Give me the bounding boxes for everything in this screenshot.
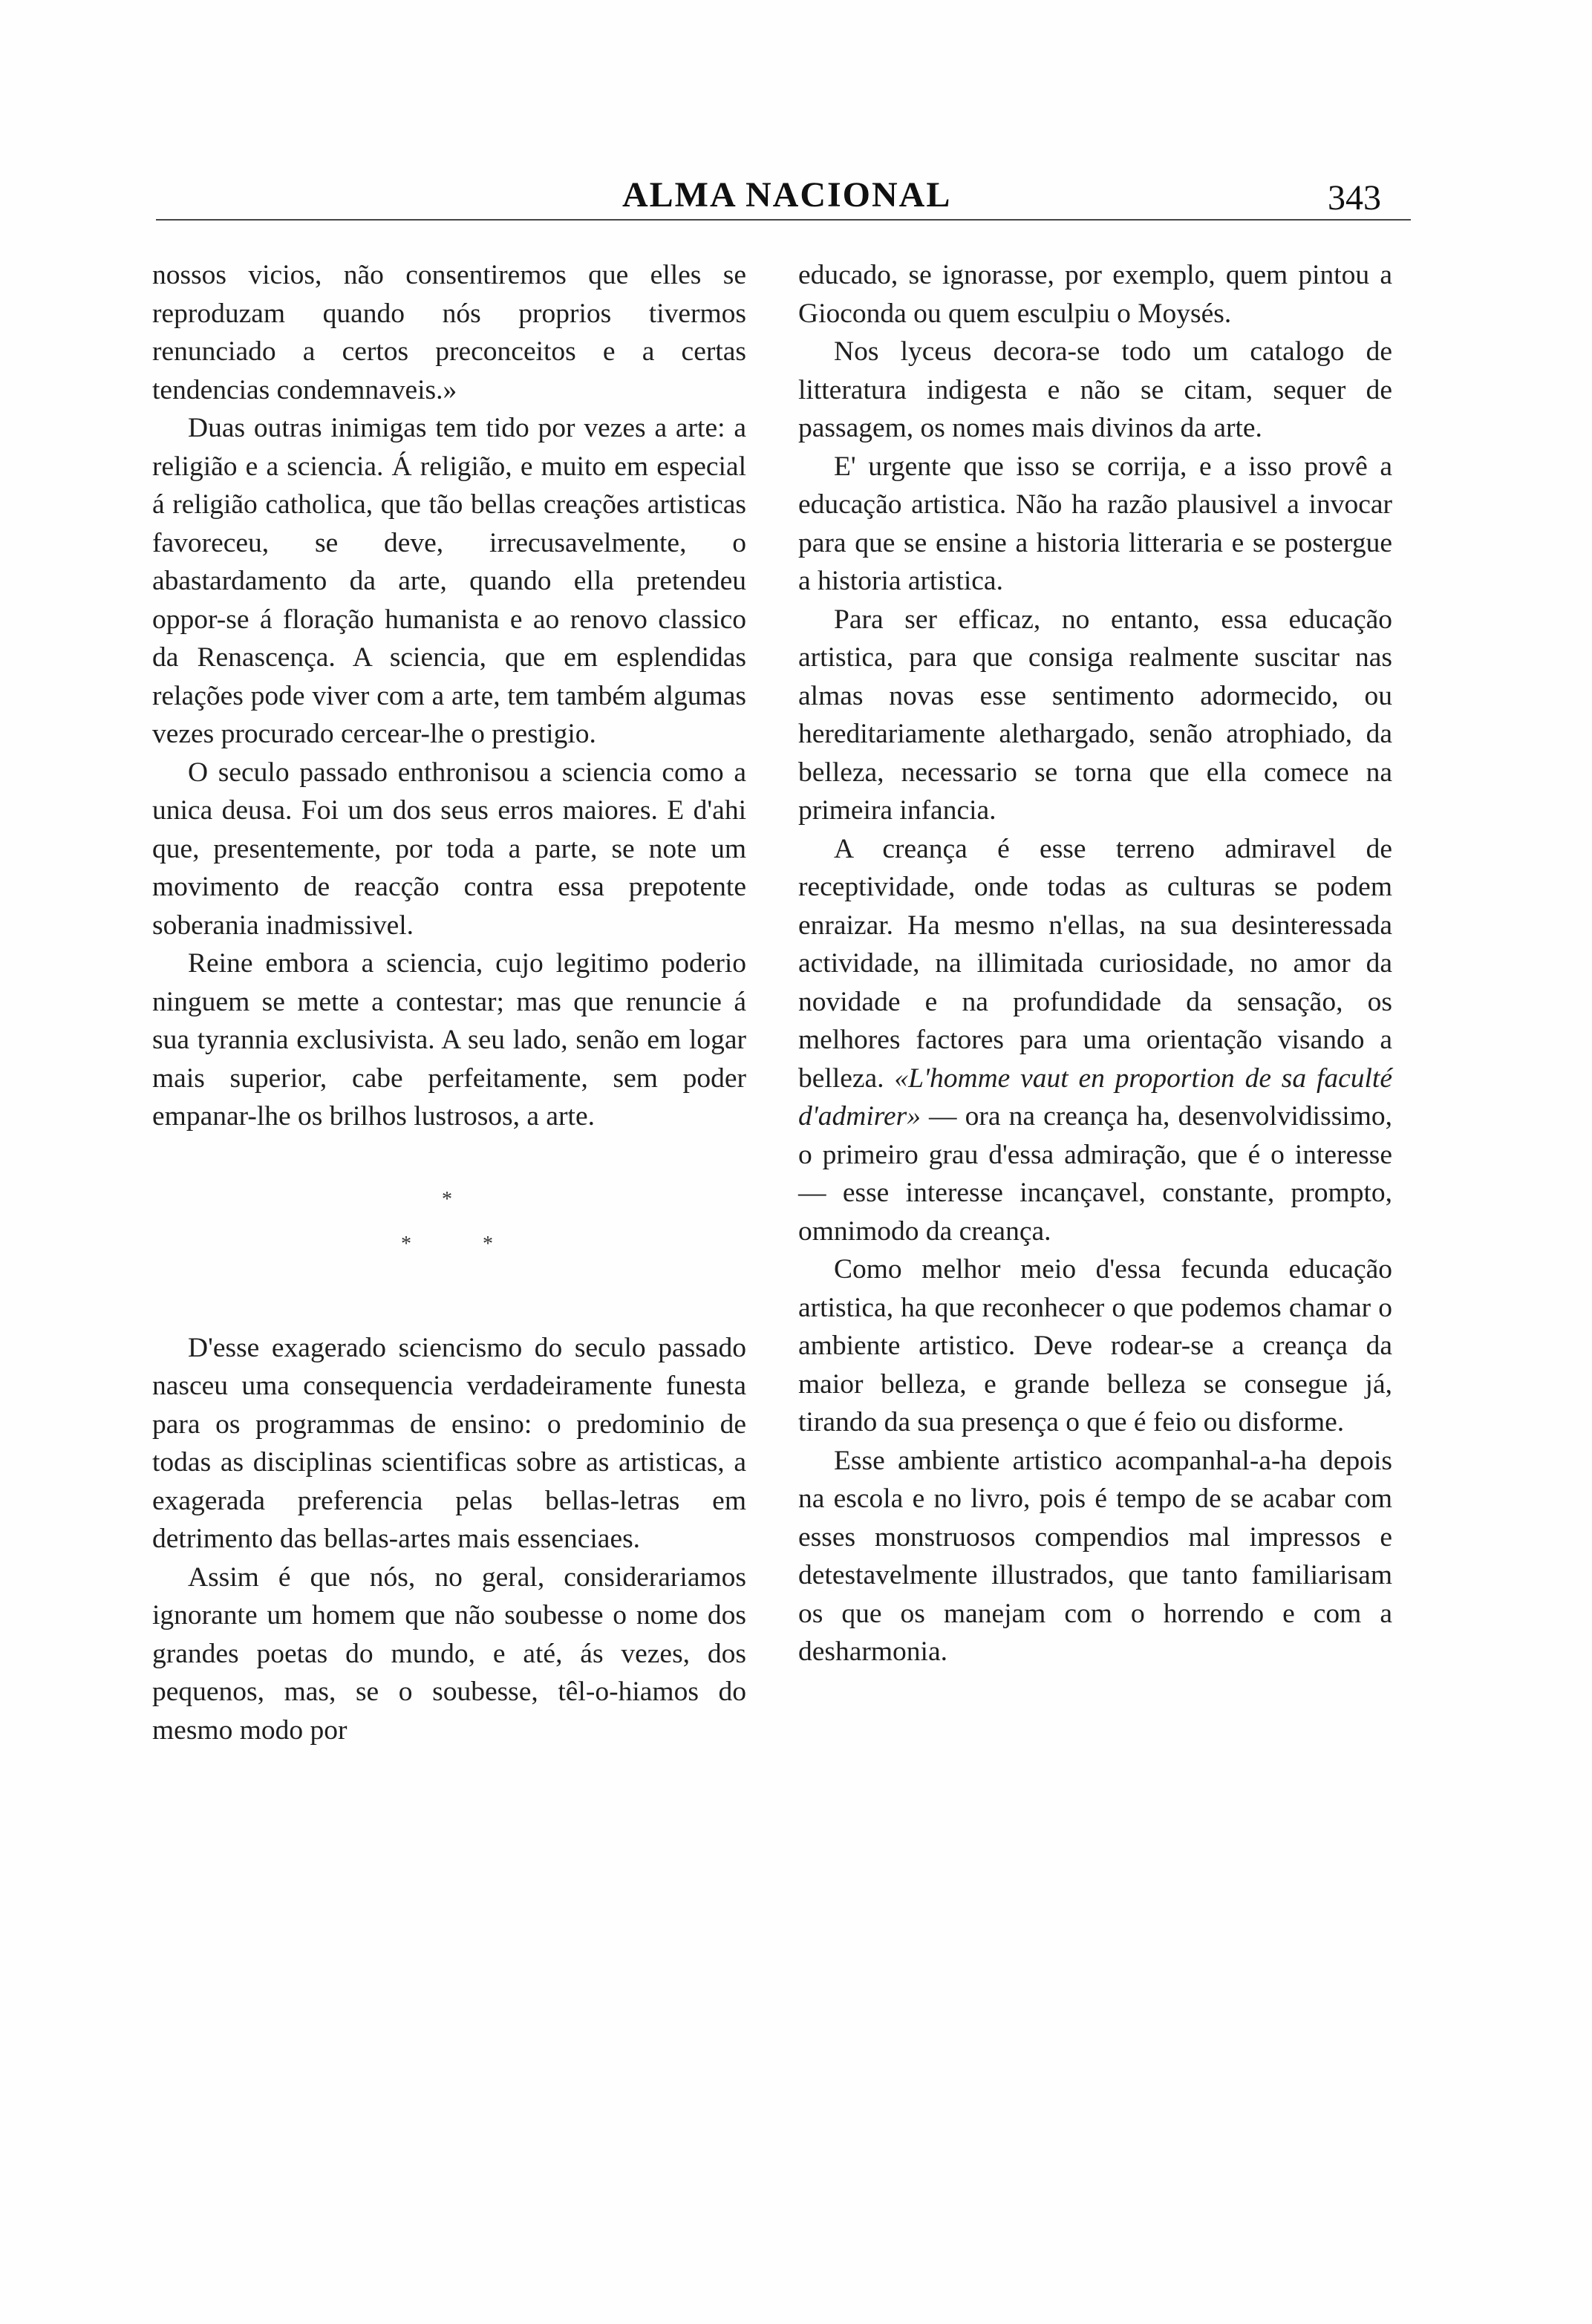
- page-number: 343: [1328, 178, 1381, 218]
- paragraph: Esse ambiente artistico acompanhal-a-ha depois na escola e no livro, pois é tempo de se acabar com esses monstruosos compendios mal impressos e detestavelmente illustrados, que tanto familiarisam os que os manejam com o horrendo e com a desharmonia.: [798, 1445, 1392, 1667]
- asterisk: *: [442, 1187, 452, 1211]
- running-title: ALMA NACIONAL: [622, 175, 952, 215]
- paragraph: E' urgente que isso se corrija, e a isso provê a educação artistica. Não ha razão plausivel a invocar para que se ensine a historia litteraria e se postergue a historia artistica.: [798, 451, 1392, 596]
- section-break-asterism: [152, 1151, 746, 1329]
- running-header: [0, 167, 1592, 219]
- paragraph: Para ser efficaz, no entanto, essa educação artistica, para que consiga realmente suscitar nas almas novas esse sentimento adormecido, ou hereditariamente alethargado, senão atrophiado, da belleza, necessario se torna que ella comece na primeira infancia.: [798, 604, 1392, 826]
- paragraph-text: — ora na creança ha, desenvolvidissimo, o primeiro grau d'essa admiração, que é o interesse — esse interesse incançavel, constante, prompto, omnimodo da creança.: [798, 1101, 1392, 1247]
- right-column: [798, 256, 1392, 1671]
- paragraph: D'esse exagerado sciencismo do seculo passado nasceu uma consequencia verdadeiramente funesta para os programmas de ensino: o predominio de todas as disciplinas scientificas sobre as artisticas, a exagerada preferencia pelas bellas-letras em detrimento das bellas-artes mais essenciaes.: [152, 1332, 746, 1554]
- paragraph: Como melhor meio d'essa fecunda educação artistica, ha que reconhecer o que podemos chamar o ambiente artistico. Deve rodear-se a creança da maior belleza, e grande belleza se consegue já, tirando da sua presença o que é feio ou disforme.: [798, 1254, 1392, 1437]
- paragraph-text: A creança é esse terreno admiravel de receptividade, onde todas as culturas se podem enraizar. Ha mesmo n'ellas, na sua desinteressada actividade, na illimitada curiosidade, no amor da novidade e na profundidade da sensação, os melhores factores para uma orientação visando a belleza.: [798, 833, 1392, 1094]
- asterisk: *: [401, 1232, 411, 1256]
- french-quotation: «L'homme vaut en proportion de sa faculté d'admirer»: [798, 1063, 1392, 1132]
- paragraph: educado, se ignorasse, por exemplo, quem pintou a Gioconda ou quem esculpiu o Moysés.: [798, 260, 1392, 329]
- paragraph: Reine embora a sciencia, cujo legitimo poderio ninguem se mette a contestar; mas que renuncie á sua tyrannia exclusivista. A seu lado, senão em logar mais superior, cabe perfeitamente, sem poder empanar-lhe os brilhos lustrosos, a arte.: [152, 948, 746, 1132]
- paragraph: Assim é que nós, no geral, considerariamos ignorante um homem que não soubesse o nome dos grandes poetas do mundo, e até, ás vezes, dos pequenos, mas, se o soubesse, têl-o-hiamos do mesmo modo por: [152, 1561, 746, 1746]
- paragraph: O seculo passado enthronisou a sciencia como a unica deusa. Foi um dos seus erros maiores. E d'ahi que, presentemente, por toda a parte, se note um movimento de reacção contra essa prepotente soberania inadmissivel.: [152, 757, 746, 941]
- left-column: [152, 256, 746, 1749]
- header-rule: [156, 219, 1411, 221]
- paragraph: Nos lyceus decora-se todo um catalogo de litteratura indigesta e não se citam, sequer de passagem, os nomes mais divinos da arte.: [798, 336, 1392, 443]
- paragraph: nossos vicios, não consentiremos que elles se reproduzam quando nós proprios tivermos renunciado a certos preconceitos e a certas tendencias condemnaveis.»: [152, 260, 746, 405]
- asterisk: *: [483, 1232, 493, 1256]
- paragraph: Duas outras inimigas tem tido por vezes a arte: a religião e a sciencia. Á religião, e muito em especial á religião catholica, que tão bellas creações artisticas favoreceu, se deve, irrecusavelmente, o abastardamento da arte, quando ella pretendeu oppor-se á floração humanista e ao renovo classico da Renascença. A sciencia, que em esplendidas relações pode viver com a arte, tem também algumas vezes procurado cercear-lhe o prestigio.: [152, 413, 746, 749]
- paragraph: [798, 830, 1392, 1251]
